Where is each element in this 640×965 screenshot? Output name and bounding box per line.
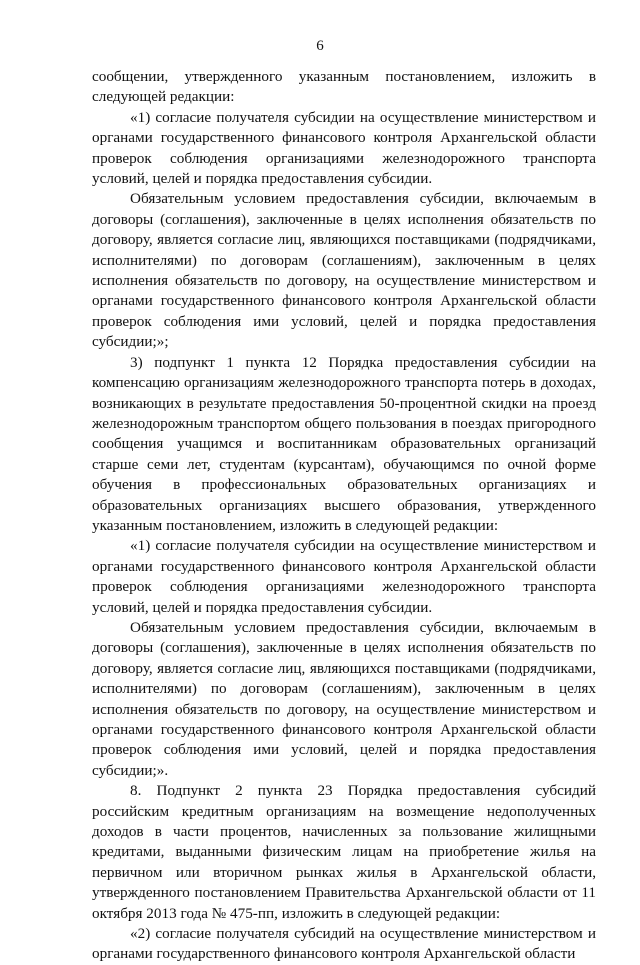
paragraph: «2) согласие получателя субсидий на осуществление министерством и органами государственного финансового контроля Архангельской области [92,925,596,963]
paragraph: 3) подпункт 1 пункта 12 Порядка предоставления субсидии на компенсацию организациям железнодорожного транспорта потерь в доходах, возникающих в результате предоставления 50-процентной скидки на проезд железнодорожным транспортом общего пользования в поездах пригородного сообщения учащимся и воспитанникам образовательных организаций старше семи лет, студентам (курсантам), обучающимся по очной форме обучения в профессиональных образовательных организациях и образовательных организациях высшего образования, утвержденного указанным постановлением, изложить в следующей редакции: [92,353,596,534]
paragraph: «1) согласие получателя субсидии на осуществление министерством и органами государственного финансового контроля Архангельской области проверок соблюдения организациями железнодорожного транспорта условий, целей и порядка предоставления субсидии. [92,108,596,188]
paragraph: Обязательным условием предоставления субсидии, включаемым в договоры (соглашения), заключенные в целях исполнения обязательств по договору, является согласие лиц, являющихся поставщиками (подрядчиками, исполнителями) по договорам (соглашениям), заключенным в целях исполнения обязательств по договору, на осуществление министерством и органами государственного финансового контроля Архангельской области проверок соблюдения ими условий, целей и порядка предоставления субсидии;». [92,618,596,779]
paragraph: Обязательным условием предоставления субсидии, включаемым в договоры (соглашения), заключенные в целях исполнения обязательств по договору, является согласие лиц, являющихся поставщиками (подрядчиками, исполнителями) по договорам (соглашениям), заключенным в целях исполнения обязательств по договору, на осуществление министерством и органами государственного финансового контроля Архангельской области проверок соблюдения ими условий, целей и порядка предоставления субсидии;»; [92,190,596,351]
paragraph: 8. Подпункт 2 пункта 23 Порядка предоставления субсидий российским кредитным организациям на возмещение недополученных доходов в части процентов, начисленных за пользование жилищными кредитами, выданными физическим лицам на приобретение жилья на первичном или вторичном рынках жилья в Архангельской области, утвержденного постановлением Правительства Архангельской области от 11 октября 2013 года № 475-пп, изложить в следующей редакции: [92,782,596,922]
paragraph: «1) согласие получателя субсидии на осуществление министерством и органами государственного финансового контроля Архангельской области проверок соблюдения организациями железнодорожного транспорта условий, целей и порядка предоставления субсидии. [92,537,596,616]
paragraph-continuation: сообщении, утвержденного указанным постановлением, изложить в следующей редакции: [92,68,596,106]
document-body [92,67,596,965]
page-number: 6 [316,38,324,54]
